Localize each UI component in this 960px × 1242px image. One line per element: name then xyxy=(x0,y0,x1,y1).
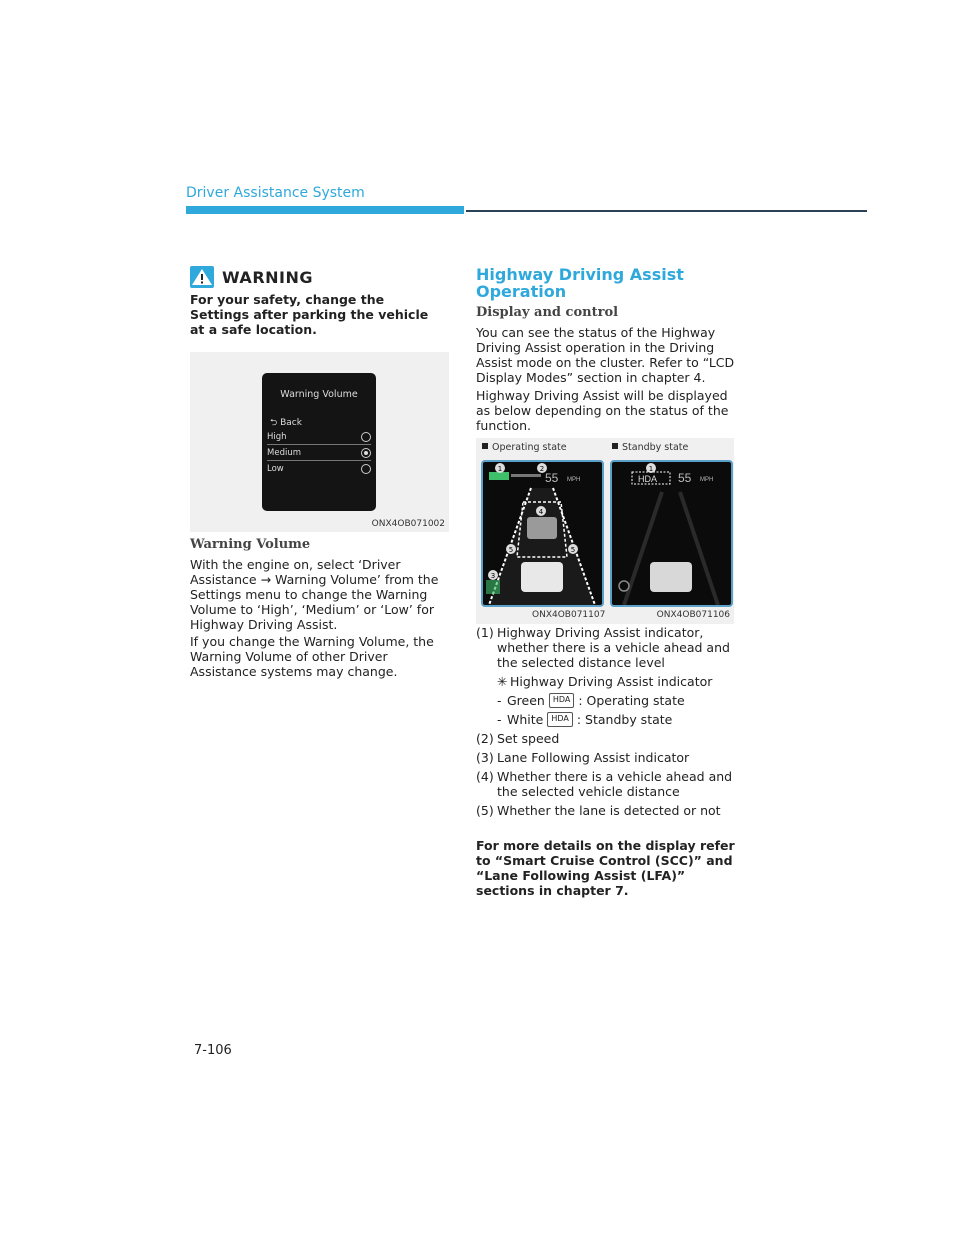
speed-unit: MPH xyxy=(567,477,581,483)
set-speed: 55 xyxy=(545,471,559,485)
lfa-indicator-icon xyxy=(486,580,500,594)
warning-title: WARNING xyxy=(222,267,313,287)
hda-operation-heading: Highway Driving Assist Operation xyxy=(476,265,684,301)
own-vehicle-icon xyxy=(650,562,692,592)
hda-indicator-icon xyxy=(489,472,509,480)
green-state-item: - Green HDA : Operating state xyxy=(497,693,685,708)
section-title: Driver Assistance System xyxy=(186,185,365,201)
indicator-legend xyxy=(476,625,736,822)
bullet-square-icon xyxy=(612,443,618,449)
marker-5-right: 5 xyxy=(570,546,576,554)
figure-code: ONX4OB071002 xyxy=(371,519,445,529)
marker-1: 1 xyxy=(648,465,654,473)
radio-on-icon xyxy=(361,448,371,458)
list-number: (1) xyxy=(476,625,494,640)
standby-cluster-drawing xyxy=(612,462,731,605)
display-control-subheading: Display and control xyxy=(476,305,619,320)
marker-3: 3 xyxy=(490,572,496,580)
note-item xyxy=(476,674,736,689)
option-label: Medium xyxy=(267,447,301,458)
list-item xyxy=(476,750,736,765)
marker-1: 1 xyxy=(497,465,503,473)
list-item xyxy=(476,803,736,818)
bullet-square-icon xyxy=(482,443,488,449)
screen-title: Warning Volume xyxy=(280,389,358,400)
list-number: (2) xyxy=(476,731,494,746)
standby-cluster xyxy=(610,460,733,607)
back-label: Back xyxy=(280,418,302,428)
marker-4: 4 xyxy=(538,508,544,516)
operating-state-label: Operating state xyxy=(482,442,567,453)
radio-off-icon xyxy=(361,432,371,442)
hda-badge-icon: HDA xyxy=(547,712,573,727)
speed-unit: MPH xyxy=(700,477,714,483)
operating-figure-code: ONX4OB071107 xyxy=(532,610,606,620)
header-rule xyxy=(466,210,867,212)
list-text: Highway Driving Assist indicator, whether there is a vehicle ahead and the selected distance level xyxy=(497,625,730,670)
operating-cluster-drawing xyxy=(483,462,602,605)
header-accent-bar xyxy=(186,206,464,214)
standby-figure-code: ONX4OB071106 xyxy=(656,610,730,620)
option-low xyxy=(267,461,371,476)
note-star-icon: ✳ xyxy=(497,674,508,689)
warning-volume-figure xyxy=(190,352,449,532)
option-medium xyxy=(267,445,371,461)
list-text: Whether the lane is detected or not xyxy=(497,803,721,818)
list-text: Whether there is a vehicle ahead and the selected vehicle distance xyxy=(497,769,733,799)
warning-volume-heading: Warning Volume xyxy=(190,537,311,552)
option-label: High xyxy=(267,431,287,442)
note-text: Highway Driving Assist indicator xyxy=(510,674,713,689)
marker-5-left: 5 xyxy=(508,546,514,554)
operating-cluster xyxy=(481,460,604,607)
list-number: (3) xyxy=(476,750,494,765)
hda-state-figure xyxy=(476,438,734,624)
hda-paragraph-1: You can see the status of the Highway Driving Assist operation in the Driving Assist mode on the cluster. Refer to “LCD Display Modes” section in chapter 4. xyxy=(476,325,735,385)
own-vehicle-icon xyxy=(521,562,563,592)
list-number: (4) xyxy=(476,769,494,784)
more-details-note: For more details on the display refer to “Smart Cruise Control (SCC)” and “Lane Following Assist (LFA)” sections in chapter 7. xyxy=(476,838,735,898)
warning-triangle-icon xyxy=(190,266,214,288)
radio-off-icon xyxy=(361,464,371,474)
option-high xyxy=(267,429,371,445)
list-number: (5) xyxy=(476,803,494,818)
warning-volume-paragraph-2: If you change the Warning Volume, the Warning Volume of other Driver Assistance systems may change. xyxy=(190,634,434,679)
back-arrow-icon: ⮌ xyxy=(270,418,278,428)
marker-2: 2 xyxy=(539,465,545,473)
list-item xyxy=(476,769,736,799)
warning-text: For your safety, change the Settings after parking the vehicle at a safe location. xyxy=(190,292,429,337)
standby-state-label: Standby state xyxy=(612,442,688,453)
option-label: Low xyxy=(267,463,284,474)
cluster-settings-screen xyxy=(262,373,376,511)
list-text: Set speed xyxy=(497,731,560,746)
lfa-indicator-icon xyxy=(619,581,629,591)
list-item xyxy=(476,625,736,670)
warning-heading xyxy=(190,266,313,288)
hda-paragraph-2: Highway Driving Assist will be displayed as below depending on the status of the function. xyxy=(476,388,729,433)
warning-volume-paragraph-1: With the engine on, select ‘Driver Assistance → Warning Volume’ from the Settings menu to change the Warning Volume to ‘High’, ‘Medium’ or ‘Low’ for Highway Driving Assist. xyxy=(190,557,439,632)
vehicle-ahead-icon xyxy=(527,517,557,539)
white-state-item: - White HDA : Standby state xyxy=(497,712,673,727)
page-number: 7-106 xyxy=(194,1043,232,1058)
hda-text: HDA xyxy=(638,474,658,484)
set-speed: 55 xyxy=(678,471,692,485)
list-text: Lane Following Assist indicator xyxy=(497,750,690,765)
list-item xyxy=(476,731,736,746)
hda-badge-icon: HDA xyxy=(549,693,575,708)
